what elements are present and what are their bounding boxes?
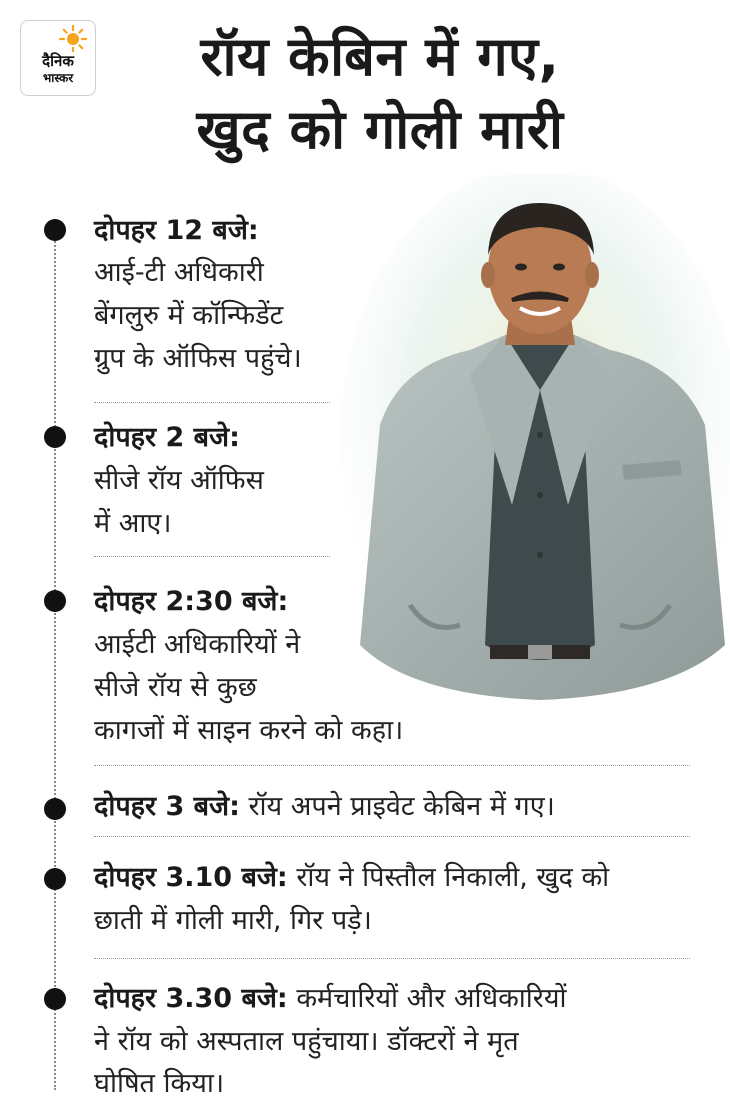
timeline-text: आई-टी अधिकारी <box>94 257 264 288</box>
timeline-text: में आए। <box>94 508 172 539</box>
timeline-time: दोपहर 12 बजे: <box>94 215 259 246</box>
timeline-text: कागजों में साइन करने को कहा। <box>94 715 404 746</box>
timeline-entry: दोपहर 3 बजे: रॉय अपने प्राइवेट केबिन में गए। <box>94 791 555 822</box>
timeline-text: बेंगलुरु में कॉन्फिडेंट <box>94 300 284 331</box>
logo-text-line2: भास्कर <box>42 71 74 85</box>
headline-line2: खुद को गोली मारी <box>196 98 564 161</box>
logo-text-line1: दैनिक <box>42 52 74 70</box>
separator <box>94 402 330 403</box>
timeline-text: आईटी अधिकारियों ने <box>94 629 301 660</box>
timeline-text: ग्रुप के ऑफिस पहुंचे। <box>94 343 302 374</box>
separator <box>94 836 690 837</box>
timeline-bullet <box>44 426 66 448</box>
timeline-time: दोपहर 2 बजे: <box>94 422 240 453</box>
timeline-line <box>54 230 56 1090</box>
headline-line1: रॉय केबिन में गए, <box>200 25 560 88</box>
separator <box>94 958 690 959</box>
timeline-bullet <box>44 988 66 1010</box>
timeline-entry: दोपहर 3.30 बजे: कर्मचारियों और अधिकारियों <box>94 983 567 1014</box>
timeline-entry: दोपहर 3.10 बजे: रॉय ने पिस्तौल निकाली, खुद को <box>94 862 610 893</box>
timeline-text: छाती में गोली मारी, गिर पड़े। <box>94 905 372 936</box>
timeline-bullet <box>44 798 66 820</box>
dainik-bhaskar-logo <box>20 20 96 96</box>
timeline-bullet <box>44 868 66 890</box>
timeline-bullet <box>44 590 66 612</box>
timeline-bullet <box>44 219 66 241</box>
separator <box>94 765 690 766</box>
timeline-text: ने रॉय को अस्पताल पहुंचाया। डॉक्टरों ने मृत <box>94 1026 519 1057</box>
timeline-text: घोषित किया। <box>94 1068 225 1099</box>
timeline-time: दोपहर 2:30 बजे: <box>94 586 289 617</box>
timeline-text: सीजे रॉय से कुछ <box>94 672 257 703</box>
separator <box>94 556 330 557</box>
timeline-text: सीजे रॉय ऑफिस <box>94 465 264 496</box>
portrait-illustration <box>340 175 730 710</box>
